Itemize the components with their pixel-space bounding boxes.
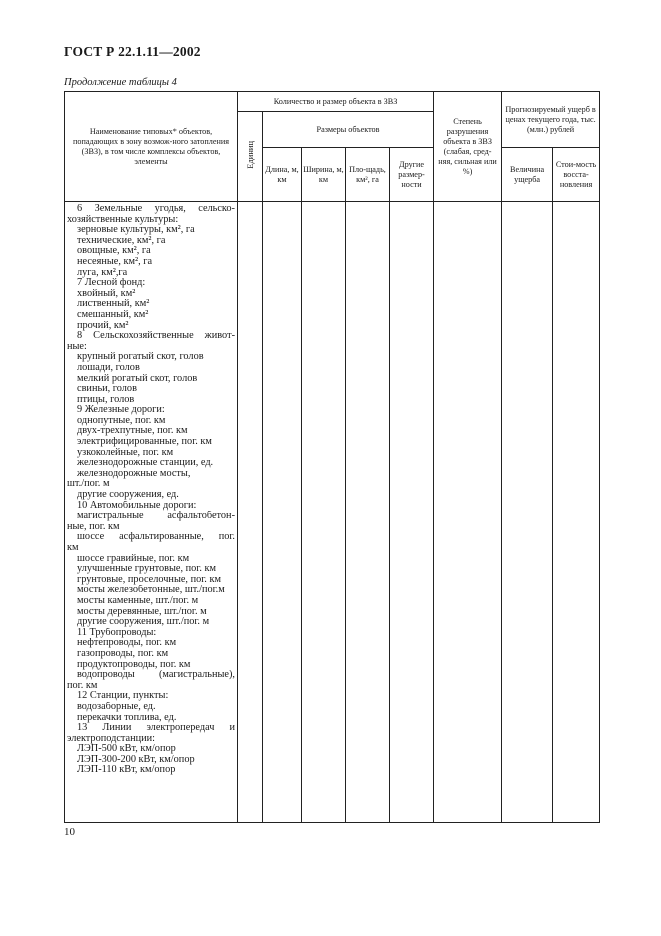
- table-row-item: ные, пог. км: [67, 521, 120, 532]
- table-row-item: крупный рогатый скот, голов: [77, 352, 204, 363]
- table-row-item: перекачки топлива, ед.: [77, 712, 177, 723]
- column-header-restore-cost: Стои-мость восста-новления: [553, 148, 600, 202]
- length-column-cell: [263, 202, 302, 823]
- table-row-item: лошади, голов: [77, 362, 140, 373]
- table-row-item: зерновые культуры, км², га: [77, 225, 195, 236]
- table-row-item: ЛЭП-300-200 кВт, км/опор: [77, 754, 195, 765]
- table-row-item: 12 Станции, пункты:: [77, 691, 169, 702]
- table-row-item: км: [67, 543, 79, 553]
- table-row-item: овощные, км², га: [77, 246, 151, 257]
- restore-cost-column-cell: [553, 202, 600, 823]
- table-row-item: водозаборные, ед.: [77, 701, 156, 712]
- table-row-item: мосты каменные, шт./пог. м: [77, 595, 199, 606]
- column-header-name: Наименование типовых* объектов, попадающих в зону возмож-ного затопления (ЗВЗ), в том числе комплексы объектов, элементы: [65, 92, 238, 202]
- table-row-item: узкоколейные, пог. км: [77, 447, 174, 458]
- table-row-item: 6 Земельные угодья, сельско-: [77, 204, 235, 214]
- column-header-degree: Степень разрушения объекта в ЗВЗ (слабая, сред-няя, сильная или %): [434, 92, 502, 202]
- damage-value-column-cell: [502, 202, 553, 823]
- column-header-damage-group: Прогнозируемый ущерб в ценах текущего года, тыс. (млн.) рублей: [502, 92, 600, 148]
- table-row-item: другие сооружения, шт./пог. м: [77, 617, 210, 628]
- table-row-item: магистральные асфальтобетон-: [77, 511, 235, 522]
- table-row-item: луга, км²,га: [77, 267, 128, 278]
- table-row-item: шт./пог. м: [67, 479, 110, 490]
- table-row-item: шоссе гравийные, пог. км: [77, 553, 190, 564]
- table-row-item: водопроводы (магистральные),: [77, 670, 235, 681]
- table-row-item: улучшенные грунтовые, пог. км: [77, 564, 217, 575]
- table-row-item: 7 Лесной фонд:: [77, 278, 146, 289]
- table-continuation-label: Продолжение таблицы 4: [64, 77, 177, 88]
- table-row-item: несеяные, км², га: [77, 256, 153, 267]
- table-row-item: технические, км², га: [77, 235, 166, 246]
- objects-table: [64, 91, 600, 823]
- table-row-item: мосты деревянные, шт./пог. м: [77, 606, 207, 617]
- document-code: ГОСТ Р 22.1.11—2002: [64, 44, 201, 59]
- table-row-item: железнодорожные мосты,: [77, 468, 191, 479]
- table-row-item: птицы, голов: [77, 394, 135, 405]
- other-column-cell: [390, 202, 434, 823]
- table-row-item: 13 Линии электропередач и: [77, 723, 235, 734]
- table-row-item: хвойный, км²: [77, 288, 136, 299]
- column-header-qty-group: Количество и размер объекта в ЗВЗ: [238, 92, 434, 112]
- table-row-item: ЛЭП-500 кВт, км/опор: [77, 744, 176, 755]
- table-row-item: газопроводы, пог. км: [77, 648, 169, 659]
- table-row-item: 8 Сельскохозяйственные живот-: [77, 331, 235, 342]
- column-header-damage-value: Величина ущерба: [502, 148, 553, 202]
- items-list: [65, 202, 237, 776]
- table-row-item: ЛЭП-110 кВт, км/опор: [77, 765, 176, 776]
- table-row-item: электрифицированные, пог. км: [77, 437, 212, 448]
- table-row-item: 9 Железные дороги:: [77, 405, 165, 416]
- unit-column-cell: [238, 202, 263, 823]
- column-header-unit: Единиц: [245, 141, 255, 169]
- table-row-item: продуктопроводы, пог. км: [77, 659, 191, 670]
- table-row-item: хозяйственные культуры:: [67, 214, 179, 225]
- table-row-item: ные:: [67, 341, 87, 352]
- table-row-item: 10 Автомобильные дороги:: [77, 500, 197, 511]
- table-row-item: шоссе асфальтированные, пог.: [77, 532, 235, 543]
- table-row-item: нефтепроводы, пог. км: [77, 638, 177, 649]
- table-row-item: железнодорожные станции, ед.: [77, 458, 214, 469]
- table-row-item: мелкий рогатый скот, голов: [77, 373, 198, 384]
- table-row-item: 11 Трубопроводы:: [77, 627, 157, 638]
- table-row-item: пог. км: [67, 680, 98, 691]
- column-header-sizes-group: Размеры объектов: [263, 112, 434, 148]
- table-row-item: другие сооружения, ед.: [77, 490, 179, 501]
- column-header-unit-cell: [238, 112, 263, 202]
- column-header-area: Пло-щадь, км², га: [346, 148, 390, 202]
- table-row-item: грунтовые, проселочные, пог. км: [77, 574, 221, 585]
- area-column-cell: [346, 202, 390, 823]
- table-row-item: смешанный, км²: [77, 309, 149, 320]
- table-row-item: прочий, км²: [77, 320, 129, 331]
- table-row-item: свиньи, голов: [77, 384, 137, 395]
- table-row-item: лиственный, км²: [77, 299, 150, 310]
- table-row-item: однопутные, пог. км: [77, 415, 166, 426]
- page-number: 10: [64, 826, 75, 838]
- degree-column-cell: [434, 202, 502, 823]
- column-header-other: Другие размер-ности: [390, 148, 434, 202]
- items-cell: [65, 202, 238, 823]
- table-row-item: двух-трехпутные, пог. км: [77, 426, 188, 437]
- column-header-width: Ширина, м, км: [302, 148, 346, 202]
- column-header-length: Длина, м, км: [263, 148, 302, 202]
- table-row-item: мосты железобетонные, шт./пог.м: [77, 585, 225, 596]
- width-column-cell: [302, 202, 346, 823]
- table-row-item: электроподстанции:: [67, 733, 156, 744]
